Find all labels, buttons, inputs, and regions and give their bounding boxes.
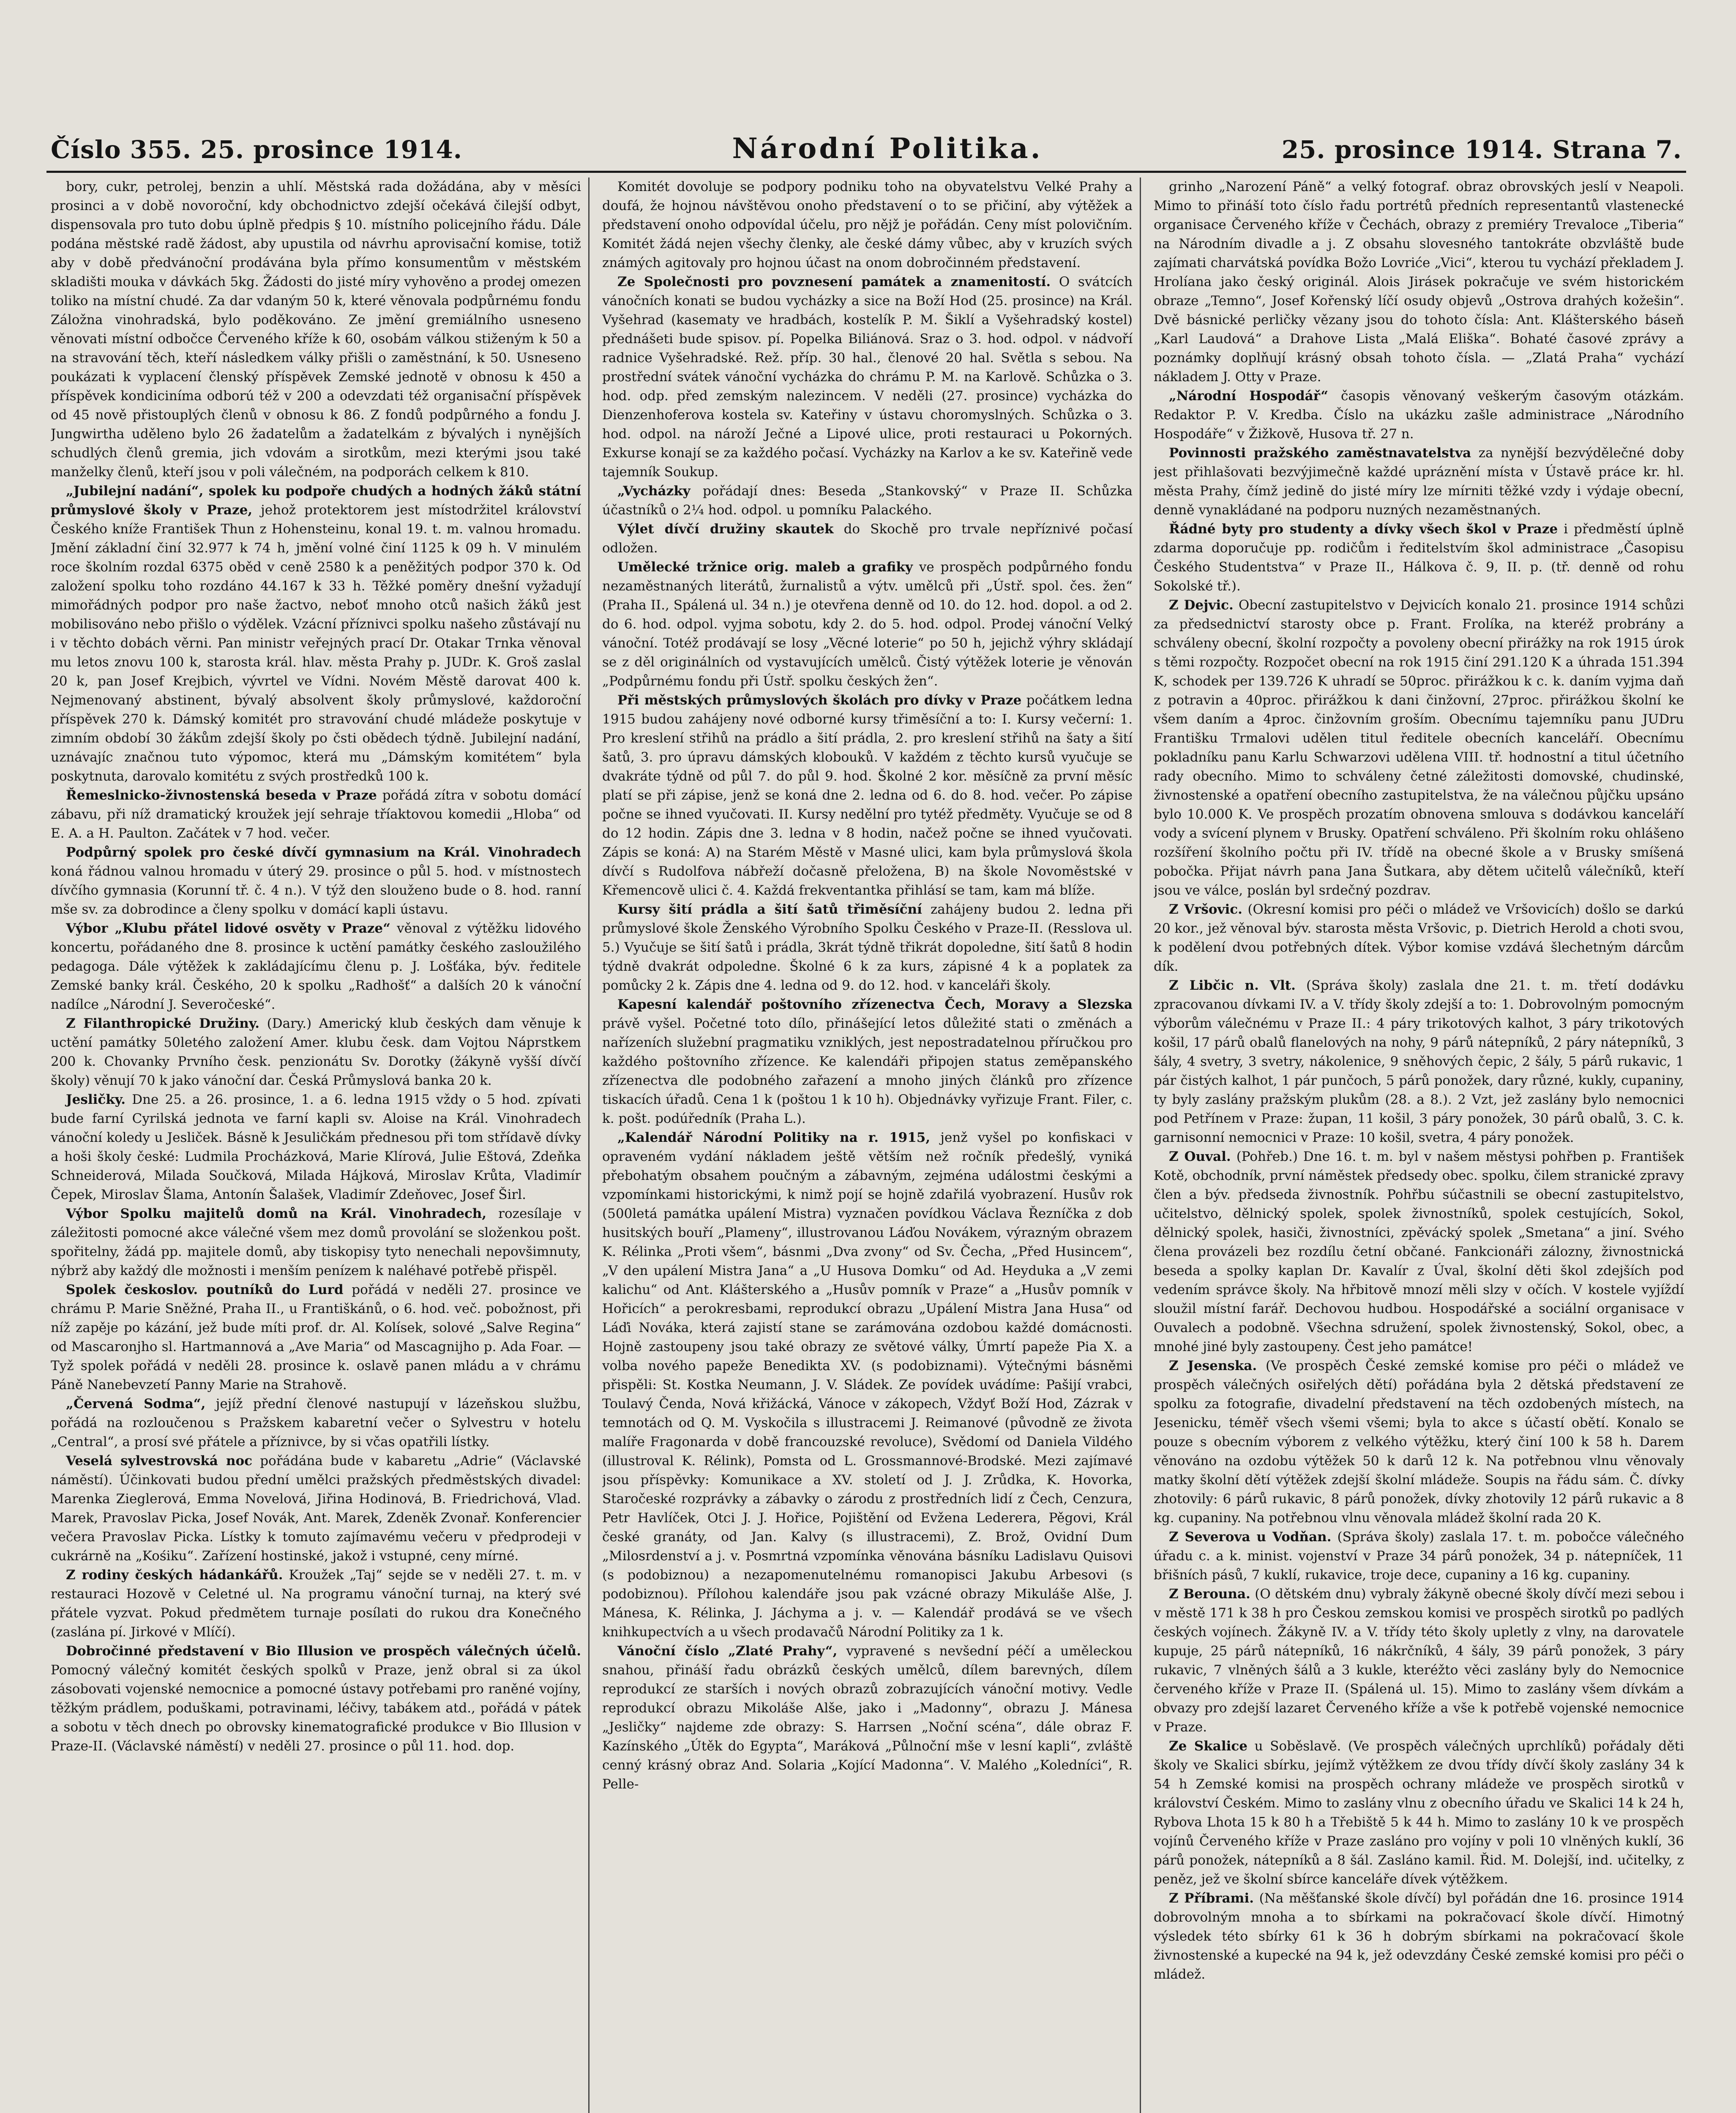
article-text: Obecní zastupitelstvo v Dejvicích konalo 21. prosince 1914 schůzi za předsednictví starosty obce p. Frant. Frolíka, na kteréž probrány a schváleny obecní, školní rozpočty a povoleny obecní přirážky na rok 1915 úrok s těmi rozpočty. Rozpočet obecní na rok 1915 činí 291.120 K a úhrada 151.394 K, schodek per 139.726 K uhradí se 50proc. přirážkou k c. k. daním vyjma daň z potravin a 40proc. přirážkou k dani činžovní, 27proc. přirážkou školní ke všem daním a 4proc. činžovním groším. Obecnímu tajemníku panu JUDru Františku Trmalovi udělen titul ředitele obecních kanceláří. Obecnímu pokladníku panu Karlu Schwarzovi udělena VIII. tř. hodnostní a titul účetního rady obecního. Mimo to schváleny četné záležitosti domovské, chudinské, živnostenské a opatření obecního zastupitelstva, že na válečnou půjčku upsáno bylo 10.000 K. Ve prospěch prozatím obnovena smlouva s dodávkou kanceláří vody a svícení plynem v Brusky. Opatření schváleno. Při školním roku ohlášeno rozšíření školního počtu při IV. třídě na obecné škole a v Brusky smíšená pobočka. Přijat návrh pana Jana Šutkara, aby dětem učitelů válečníků, kteří jsou ve válce, poslán byl srdečný pozdrav. — [1154, 598, 1684, 898]
article-heading: Řemeslnicko-živnostenská beseda v Praze — [66, 788, 377, 803]
article-heading: Dobročinné představení v Bio Illusion ve prospěch válečných účelů. — [66, 1643, 581, 1659]
article-text: (Správa školy) zaslala 17. t. m. pobočce válečného úřadu c. a k. minist. vojenství v Praze 34 párů ponožek, 34 p. nátepníček, 11 břišních pásů, 7 kuklí, rukavice, troje dece, cupaniny a 16 kg. cupaniny. — [1154, 1529, 1684, 1583]
article — [51, 177, 581, 482]
article — [602, 1642, 1133, 1794]
article-text: počátkem ledna 1915 budou zahájeny nové odborné kursy třiměsíční a to: I. Kursy večerní: 1. Pro kreslení střihů na prádlo a šití prádla, 2. pro kreslení střihů na šaty a šití šatů, 3. pro úpravu dámských klobouků. V každém z těchto kursů vyučuje se dvakráte týdně od půl 7. do půl 9. hod. Školné 2 kor. měsíčně za první měsíc platí se při zápise, jenž se koná dne 2. ledna od 6. do 8. hod. večer. Po zápise počne se ihned vyučovati. II. Kursy nedělní pro tytéž předměty. Vyučuje se od 8 do 12 hodin. Zápis dne 3. ledna v 8 hodin, načež počne se ihned vyučovati. Zápis se koná: A) na Starém Městě v Masné ulici, kam byla průmyslová škola dívčí s Rudolfova nábřeží dočasně přeložena, B) na škole Novoměstské v Křemencově ulici č. 4. Každá frekventantka přihlásí se tam, kam má blíže. — [602, 693, 1133, 898]
article-heading: Z Příbrami. — [1169, 1891, 1254, 1906]
article — [1154, 444, 1684, 520]
article-heading: Z Berouna. — [1169, 1586, 1250, 1602]
article — [1154, 1889, 1684, 1984]
column-divider — [588, 177, 590, 2113]
article-heading: Řádné byty pro studenty a dívky všech škol v Praze — [1169, 521, 1558, 537]
article-heading: Z Libčic n. Vlt. — [1169, 978, 1296, 993]
article-heading: Vánoční číslo „Zlaté Prahy“, — [617, 1643, 838, 1659]
article — [51, 919, 581, 1014]
article — [1154, 1528, 1684, 1585]
article-text: (Ve prospěch České zemské komise pro péči o mládež ve prospěch válečných osiřelých dětí) pořádána byla 2 dětská představení ze spolku za fotografie, divadelní představení na těch ozdobených místech, na Jesenicku, téměř všech všemi všemi; byla to akce s účastí obětí. Konalo se pouze s obecním výborem z velkého výtěžku, který činí 100 k 58 h. Darem věnováno na ozdobu výtěžek 50 k darů 12 k. Na potřebnou vlnu věnovaly matky školní dětí výtěžek zdejší školní mládeže. Soupis na řádu sám. Č. dívky zhotovily: 6 párů rukavic, 8 párů ponožek, dívky zhotovily 12 párů rukavic a 8 kg. cupaniny. Na potřebnou vlnu věnovala mládež školní rada 20 K. — [1154, 1358, 1684, 1526]
article — [51, 1090, 581, 1204]
article — [1154, 1737, 1684, 1889]
article-heading: „Jubilejní nadání“, spolek ku podpoře chudých a hodných žáků státní průmyslové školy v Praze, — [51, 483, 581, 518]
article — [1154, 1147, 1684, 1357]
article-text: pořádána bude v kabaretu „Adrie“ (Václavské náměstí). Účinkovati budou přední umělci pražských předměstských divadel: Marenka Zieglerová, Emma Novelová, Jiřina Hodinová, B. Friedrichová, Vlad. Marek, Pravoslav Picka, Josef Novák, Ant. Marek, Zdeněk Zvonař. Konferencier večera Pravoslav Picka. Lístky k tomuto zajímavému večeru v předprodeji v cukrárně na „Kośiku“. Zařízení hostinské, jakož i vstupné, ceny mírné. — [51, 1453, 581, 1564]
article-heading: Z rodiny českých hádankářů. — [66, 1567, 283, 1583]
article-text: pořádá v neděli 27. prosince ve chrámu P. Marie Sněžné, Praha II., u Františkánů, o 6. hod. več. pobožnost, při níž zapěje po kázání, jež bude míti prof. dr. Al. Kolísek, solové „Salve Regina“ od Mascaronjho sl. Hartmannová a „Ave Maria“ od Mascagnijho p. Ada Foar. — Tyž spolek pořádá v neděli 28. prosince k. oslavě panen mládu a v chrámu Páně Nanebevzetí Panny Marie na Strahově. — [51, 1282, 581, 1392]
article — [51, 1566, 581, 1642]
article — [51, 1395, 581, 1452]
article — [602, 1128, 1133, 1642]
article — [602, 482, 1133, 520]
article — [1154, 900, 1684, 976]
article — [602, 900, 1133, 995]
article — [51, 786, 581, 843]
article-text: koná řádnou valnou hromadu v úterý 29. prosince o půl 5. hod. v místnostech dívčího gymnasia (Korunní tř. č. 4 n.). V týž den slouženo bude o 8. hod. ranní mše sv. za dobrodince a členy spolku v domácí kapli ústavu. — [51, 864, 581, 917]
article-heading: Ze Skalice — [1169, 1739, 1248, 1754]
article-text: jehož protektorem jest místodržitel království Českého kníže František Thun z Hohensteinu, konal 19. t. m. valnou hromadu. Jmění základní činí 32.977 k 74 h, jmění volné činí 1125 k 09 h. V minulém roce školním rozdal 6375 oběd v ceně 2580 k a peněžitých podpor 370 k. Od založení spolku toho rozdáno 44.167 k 33 h. Těžké poměry dnešní vyžadují mimořádných podpor pro naše žactvo, neboť mnoho otců našich žáků jest mobilisováno nebo přišlo o výdělek. Vzácní příznivci spolku našeho zůstávají nu i v těchto dobách věrni. Pan ministr veřejných prací Dr. Otakar Trnka věnoval mu letos znovu 100 k, starosta král. hlav. města Prahy p. JUDr. K. Groš zaslal 20 k, pan Josef Krejbich, vývrtel ve Vídni. Novém Městě darovat 400 k. Nejmenovaný abstinent, bývalý absolvent školy průmyslové, každoroční příspěvek 270 k. Dámský komitét pro stravování chudé mládeže poskytuje v zimním období 30 žákům zdejší školy po čsti obědech týdně. Jubilejní nadání, uznávajíc značnou tuto výpomoc, která mu „Dámským komitétem“ byla poskytnuta, darovalo komitétu z svých prostředků 100 k. — [51, 502, 581, 784]
article-heading: Z Severova u Vodňan. — [1169, 1529, 1332, 1545]
masthead — [51, 132, 1682, 174]
article — [51, 1204, 581, 1280]
article-heading: Z Vršovic. — [1169, 902, 1242, 917]
article-text: (Na měšťanské škole dívčí) byl pořádán dne 16. prosince 1914 dobrovolným mnoha a to sbírkami na pokračovací škole dívčí. Himotný výsledek této sbírky 61 k 36 h dobrým sbírkami na pokračovací škole živnostenské a kupecké na 94 k, jež odevzdány České zemské komisi pro péči o mládež. — [1154, 1891, 1684, 1982]
article-heading: Podpůrný spolek pro české dívčí gymnasium na Král. Vinohradech — [66, 845, 581, 860]
article-text: Pomocný válečný komitét českých spolků v Praze, jenž obral si za úkol zásobovati vojenské nemocnice a pomocné ústavy potřebami pro raněné vojíny, těžkým prádlem, poduškami, potravinami, léčivy, tabákem atd., pořádá v pátek a sobotu v těch dnech po obrovsky kinematografické produkce v Bio Illusion v Praze-II. (Václavské náměstí) v neděli 27. prosince o půl 11. hod. dop. — [51, 1663, 581, 1754]
article-text: O svátcích vánočních konati se budou vycházky a sice na Boží Hod (25. prosince) na Král. Vyšehrad (kasematy ve hradbách, kostelík P. M. Šiklí a Vyšehradský kostel) přednášeti bude spisov. pí. Popelka Biliánová. Sraz o 3. hod. odpol. v nádvoří radnice Vyšehradské. Rež. příp. 30 hal., členové 20 hal. Světla s sebou. Na prostřední svátek vánoční vycházka do chrámu P. M. na Karlově. Schůzka o 3. hod. odp. před zemským nalezincem. V neděli (27. prosince) vycházka do Dienzenhoferova kostela sv. Kateřiny v ústavu choromyslných. Schůzka o 3. hod. odpol. na nároží Ječné a Lipové ulice, proti restauraci u Pokorných. Exkurse konají se za každého počasí. Vycházky na Karlov a ke sv. Kateřině vede tajemník Soukup. — [602, 274, 1133, 480]
article-heading: Z Jesenska. — [1169, 1358, 1257, 1373]
article-text: bory, cukr, petrolej, benzin a uhlí. Městská rada dožádána, aby v měsíci prosinci a v době novoroční, kdy obchodnictvo zdejší očekává čilejší odbyt, dispensovala pro tuto dobu úplně předpis § 10. místního policejního řádu. Dále podána městské radě žádost, aby upustila od návrhu aprovisační komise, totiž aby v době předvánoční prodávána byla přímo konsumentům v městském skladišti mouka v dávkách 5kg. Žádosti do jisté míry vyhověno a prodej omezen toliko na místní chudé. Za dar vdaným 50 k, které věnovala podpůrnému fondu Záložna vinohradská, bylo poděkováno. Ze jmění gremiálního usneseno věnovati místní odbočce Červeného kříže k 60, osobám válkou stiženým k 50 a na stravování těch, kteří následkem války přišli o zaměstnání, k 50. Usneseno poukázati k vyplacení členský příspěvek Zemské jednotě v obnosu k 450 a příspěvek kondiciníma odború též v 200 a odevzdati též organisační příspěvek od 45 nově přistouplých členů v obnosu k 86. Z fondů podpůrného a fondu J. Jungwirtha uděleno bylo 26 žadatelům a žadatelkám z bývalých i nynějších schudlých členů gremia, jich vdovám a sirotkům, mezi kterými jsou také manželky členů, kteří jsou v poli válečném, na podporách celkem k 810. — [51, 179, 581, 480]
article-text: Komitét dovoluje se podpory podniku toho na obyvatelstvu Velké Prahy a doufá, že hojnou návštěvou onoho představení o to se přičiní, aby výtěžek a představení onoho odpovídal účelu, pro nějž je pořádán. Ceny míst polovičním. Komitét žádá nejen všechy členky, ale české dámy vůbec, aby v kruzích svých známých agitovaly pro hojnou účast na onom dobročinném představení. — [602, 179, 1133, 270]
article-heading: Z Dejvic. — [1169, 598, 1234, 613]
article — [51, 1642, 581, 1756]
column-divider — [1140, 177, 1141, 2113]
article-text: jenž vyšel po konfiskaci v opraveném vydání nákladem ještě větším než ročník předešlý, vyniká přebohatým obsahem poučným a zábavným, zejména událostmi českými a vzpomínkami historickými, k nimž pojí se hojně zdařilá vyobrazení. Husův rok (500letá památka upálení Mistra) vyznačen povídkou Václava Řezníčka z dob husitských bouří „Plameny“, illustrovanou Láďou Novákem, výrazným obrazem K. Rélinka „Proti všem“, básnmi „Dva zvony“ od Sv. Čecha, „Před Husincem“, „V den upálení Mistra Jana“ a „U Husova Domku“ od Ad. Heyduka a „V zemi kalichu“ od Ant. Klášterského a „Husův pomník v Praze“ a „Husův pomník v Hořicích“ a perokresbami, reprodukcí obrazu „Upálení Mistra Jana Husa“ od Láďi Nováka, která zajistí stane se zarámována ozdobou každé domácnosti. Hojně zastoupeny jsou také obrazy ze světové války, Úmrtí papeže Pia X. a volba nového papeže Benedikta XV. (s podobiznami). Výtečnými básněmi přispěli: St. Kostka Neumann, J. V. Sládek. Ze povídek uvádíme: Pašijí vrabci, Toulavý Čenda, Nová křižácká, Vánoce v zákopech, Vždyť Boží Hod, Zázrak v temnotách od Q. M. Vyskočila s illustracemi J. Reimanové (původně ze života malíře Fragonarda v době francouzské revoluce), Svědomí od Daniela Vildého (illustroval K. Rélink), Pomsta od L. Grossmannové-Brodské. Mezi zajímavé jsou příspěvky: Komunikace a XV. století od J. J. Zrůdka, K. Hovorka, Staročeské rozprávky a zábavky o zárodu z prostředních lidí z Čech, Cenzura, Petr Havlíček, Otci J. J. Hořice, Pojištění od Evžena Lederera, Pěgovi, Král české granáty, od Jan. Kalvy (s illustracemi), Z. Brož, Ovidní Dum „Milosrdenství a j. v. Posmrtná vzpomínka věnována básníku Ladislavu Quisovi (s podobiznou) a nezapomenutelnému romanopisci Jakubu Arbesovi (s podobiznou). Přílohou kalendáře jsou pak vzácné obrazy Mikuláše Alše, J. Mánesa, K. Rélinka, J. Jáchyma a j. v. — Kalendář prodává se ve všech knihkupectvích a u všech prodavačů Národní Politiky za 1 k. — [602, 1130, 1133, 1640]
newspaper-title: Národní Politika. — [732, 132, 1043, 165]
article — [1154, 976, 1684, 1147]
article — [51, 843, 581, 919]
article — [602, 273, 1133, 482]
article — [602, 177, 1133, 273]
article-text: grinho „Narození Páně“ a velký fotograf. obraz obrovských jeslí v Neapoli. Mimo to přináší toto číslo řadu portrétů předních representantů vlastenecké organisace Červeného kříže v Čechách, obrazy z premiéry Trevaloce „Tiberia“ na Národním divadle a j. Z obsahu slovesného tantokráte obzvláště bude zajímati charvátská povídka Božo Lovriće „Vici“, kterou tu vychází překladem J. Hrolíana jako český originál. Alois Jirásek pokračuje ve svém historickém obraze „Temno“, Josef Kořenský líčí osudy objevů „Ostrova drahých kožešin“. Dvě básnické perličky vězany jsou do tohoto čísla: Ant. Klášterského báseň „Karl Laudová“ a Drahove Lista „Malá Eliška“. Bohaté časové zprávy a poznámky doplňují krásný obsah tohoto čísla. — „Zlatá Praha“ vychází nákladem J. Otty v Praze. — [1154, 179, 1684, 385]
article-heading: „Národní Hospodář“ — [1169, 388, 1329, 404]
article — [602, 691, 1133, 900]
issue-number-date: Číslo 355. 25. prosince 1914. — [51, 135, 462, 164]
article-text: Kroužek „Taj“ sejde se v neděli 27. t. m. v restauraci Hozově v Celetné ul. Na programu vánoční turnaj, na který své přátele vyzvat. Pokud předmětem turnaje posílati do rukou dra Konečného (zaslána pí. Jirkové v Mlíčí). — [51, 1567, 581, 1640]
article-heading: „Červená Sodma“, — [66, 1396, 206, 1411]
article-heading: Ze Společnosti pro povznesení památek a znamenitostí. — [617, 274, 1051, 289]
article-text: za nynější bezvýdělečné doby jest přihlašovati bezvýjimečně každé upráznění místa v Ústavě práce kr. hl. města Prahy, čímž jedině do jisté míry lze mírniti těžké vzdy i výdaje obecní, denně vynakládané na podporu nuzných nezaměstnaných. — [1154, 445, 1684, 518]
article — [1154, 596, 1684, 900]
article-heading: Veselá sylvestrovská noc — [66, 1453, 253, 1469]
column-3 — [1154, 177, 1684, 2113]
article-heading: Z Filanthropické Družiny. — [66, 1016, 260, 1031]
article-heading: „Vycházky — [617, 483, 691, 499]
article-text: zahájeny budou 2. ledna při průmyslové škole Ženského Výrobního Spolku Českého v Praze-II. (Resslova ul. 5.) Vyučuje se šití šatů i prádla, 3krát týdně třikrát dopoledne, šití šatů 8 hodin týdně dvakrát odpoledne. Školné 6 k za kurs, zápisné 4 k a poplatek za pomůcky 2 k. Zápis dne 4. ledna od 9. do 12. hod. v kanceláři školy. — [602, 902, 1133, 993]
masthead-rule — [46, 171, 1686, 173]
article-text: (Pohřeb.) Dne 16. t. m. byl v našem městysi pohřben p. František Kotě, obchodník, první náměstek předsedy obec. spolku, čilem stranické zpravy člen a býv. předseda živnostník. Pohřbu súčastnili se obecní zastupitelstvo, učitelstvo, dělnický spolek, spolek živnostníků, spolek cestujících, Sokol, dělnický spolek, hasiči, živnostníci, zpěvácký spolek „Smetana“ a jiní. Svého člena provázeli bez rozdílu četní občané. Fankcionáři zálozny, živnostnická beseda a spolky kaplan Dr. Kavalír z Úval, školní děti škol zdejších pod vedením správce školy. Na hřbitově mnozí měli slzy v očích. V kostele vyjíždí sloužil místní farář. Dechovou hudbou. Hospodářské a sociální organisace v Ouvalech a podobně. Všechna sdružení, spolek živnostenský, Sokol, obec, a mnohé jiné byly zastoupeny. Čest jeho památce! — [1154, 1149, 1684, 1354]
article-heading: Povinnosti pražského zaměstnavatelstva — [1169, 445, 1471, 461]
article-text: ve prospěch podpůrného fondu nezaměstnaných literátů, žurnalistů a výtv. umělců při „Ústř. spol. čes. žen“ (Praha II., Spálená ul. 34 n.) je otevřena denně od 10. do 12. hod. dopol. a od 2. do 6. hod. odpol. vyjma sobotu, kdy 2. do 5. hod. odpol. Prodej vánoční Velký vánoční. Totéž prodávají se losy „Věcné loterie“ po 50 h, jejichž výhry skládají se z děl originálních od vystavujících umělců. Čistý výtěžek loterie je věnován „Podpůrnému fondu při Ústř. spolku českých žen“. — [602, 560, 1133, 689]
article-text: pořádá zítra v sobotu domácí zábavu, při níž dramatický kroužek její sehraje tříaktovou komedii „Hloba“ od E. A. a H. Paulton. Začátek v 7 hod. večer. — [51, 788, 581, 841]
article-heading: Umělecké tržnice orig. maleb a grafiky — [617, 560, 913, 575]
article-text: do Skochě pro trvale nepříznivé počasí odložen. — [602, 521, 1133, 556]
article-text: rozesílaje v záležitosti pomocné akce válečné všem mez domů provolání se složenkou pošt. spořitelny, žádá pp. majitele domů, aby tiskopisy tyto nenechali nepovšimnuty, nýbrž aby každý dle možnosti i menším penízem k naléhavé potřebě přispěl. — [51, 1206, 581, 1278]
date-and-page-number: 25. prosince 1914. Strana 7. — [1281, 135, 1682, 164]
article-heading: Spolek českoslov. poutníků do Lurd — [66, 1282, 344, 1297]
article — [602, 995, 1133, 1128]
article-text: časopis věnovaný veškerým časovým otázkám. Redaktor P. V. Kredba. Číslo na ukázku zašle administrace „Národního Hospodáře“ v Žižkově, Husova tř. 27 n. — [1154, 388, 1684, 442]
article-text: pořádají dnes: Beseda „Stankovský“ v Praze II. Schůzka účastníků o 2¼ hod. odpol. u pomníku Palackého. — [602, 483, 1133, 518]
article-text: (Dary.) Americký klub českých dam věnuje k uctění památky 50letého založení Amer. klubu česk. dam Vojtou Náprstkem 200 k. Chovanky Prvního česk. penzionátu Sv. Dorotky (žákyně vyšší dívčí školy) věnují 70 k jako vánoční dar. Česká Průmyslová banka 20 k. — [51, 1016, 581, 1088]
article-heading: Výbor Spolku majitelů domů na Král. Vinohradech, — [66, 1206, 487, 1221]
article-text: (Okresní komisi pro péči o mládež ve Vršovicích) došlo se darkú 20 kor., jež věnoval býv. starosta města Vršovic, p. Dietrich Herold a choti svou, k podělení dvou potřebných dítek. Výbor komise vzdává šlechetným dárcům dík. — [1154, 902, 1684, 974]
article — [51, 1452, 581, 1566]
column-2 — [602, 177, 1133, 2113]
article — [1154, 177, 1684, 387]
article-heading: Při městských průmyslových školách pro dívky v Praze — [617, 693, 1022, 708]
article — [1154, 387, 1684, 444]
article — [1154, 1585, 1684, 1737]
article-text: věnoval z výtěžku lidového koncertu, pořádaného dne 8. prosince k uctění památky českého zasloužilého pedagoga. Dále výtěžek k zakládajícímu členu p. J. Lošťáka, býv. ředitele Zemské banky král. Českého, 20 k spolku „Radhošť“ a dalších 20 k vánoční nadílce „Národní J. Severočeské“. — [51, 921, 581, 1012]
article-text: právě vyšel. Početné toto dílo, přinášející letos důležité stati o změnách a nařízeních služební pragmatiku vzniklých, jest nepostradatelnou příručkou pro každého poštovního zřízence. Ke kalendáři připojen status zeměpanského zřízenectva dle podobného zařazení a mnoho jiných článků pro zřízence tiskacích úřadů. Cena 1 k (poštou 1 k 10 h). Objednávky vyřizuje Frant. Filer, c. k. pošt. podúředník (Praha L.). — [602, 1016, 1133, 1126]
article-heading: Kursy šití prádla a šití šatů třiměsíční — [617, 902, 922, 917]
article — [1154, 1357, 1684, 1528]
article-text: u Soběslavě. (Ve prospěch válečných uprchlíků) pořádaly děti školy ve Skalici sbírku, jejímž výtěžkem ze dvou třídy dívčí školy zaslány 34 k 54 h Zemské komisi na prospěch ochrany mládeže ve prospěch sirotků v království Českém. Mimo to zaslány vlnu z obecního úřadu ve Skalici 14 k 24 h, Rybova Lhota 15 k 80 h a Třebiště 5 k 44 h. Mimo to zaslány 10 k ve prospěch vojínů Červeného kříže v Praze zasláno pro vojíny v poli 10 vlněných kuklí, 36 párů ponožek, nátepníků a 8 šál. Zasláno kamil. Řid. M. Dolejší, ind. učitelky, z peněz, jež ve školní sbírce kanceláře dívek výtěžkem. — [1154, 1739, 1684, 1887]
article-text: Dne 25. a 26. prosince, 1. a 6. ledna 1915 vždy o 5 hod. zpívati bude farní Cyrilská jednota ve farní kapli sv. Aloise na Král. Vinohradech vánoční koledy u Jesliček. Básně k Jesuličkám přednesou při tom střídavě dívky a hoši školy české: Ludmila Procházková, Marie Klírová, Julie Eštová, Zdeňka Schneiderová, Milada Součková, Milada Hájková, Miroslav Krůta, Vladimír Čepek, Miroslav Šlama, Antonín Šalašek, Vladimír Zdeňovec, Josef Širl. — [51, 1092, 581, 1202]
article — [1154, 520, 1684, 596]
article-text: i předměstí úplně zdarma doporučuje pp. rodičům i ředitelstvím škol administrace „Časopisu Českého Studentstva“ v Praze II., Hálkova č. 9, II. p. (tř. denně od rohu Sokolské tř.). — [1154, 521, 1684, 594]
article — [51, 1280, 581, 1395]
column-1 — [51, 177, 581, 2113]
article-heading: „Kalendář Národní Politiky na r. 1915, — [617, 1130, 931, 1145]
article — [51, 482, 581, 786]
article — [602, 558, 1133, 691]
article-text: (O dětském dnu) vybraly žákyně obecné školy dívčí mezi sebou i v městě 171 k 38 h pro Českou zemskou komisi ve prospěch sirotků po padlých českých vojínech. Žákyně IV. a V. třídy této školy upletly z vlny, na darovatele kupuje, 25 párů nátepníků, 16 nákrčníků, 4 šály, 39 párů ponožek, 3 páry rukavic, 7 vlněných šálů a 3 kukle, kteréžto věci zaslány byly do Nemocnice červeného kříže v Praze II. (Spálená ul. 15). Mimo to zaslány všem dívkám a obvazy pro zdejší lazaret Červeného kříže a vše k potřebě vojenské nemocnice v Praze. — [1154, 1586, 1684, 1735]
article — [51, 1014, 581, 1090]
article-heading: Kapesní kalendář poštovního zřízenectva Čech, Moravy a Slezska — [617, 997, 1133, 1012]
article — [602, 520, 1133, 558]
article-heading: Z Ouval. — [1169, 1149, 1231, 1164]
article-text: (Správa školy) zaslala dne 21. t. m. třetí dodávku zpracovanou dívkami IV. a V. třídy školy zdejší a to: 1. Dobrovolným pomocným výborům válečnému v Praze II.: 4 páry trikotových kalhot, 3 páry trikotových košil, 17 párů obalů flanelových na nohy, 9 párů nátepníků, 2 páry nátepníků, 3 šály, 4 svetry, 3 svetry, nákolenice, 9 sněhových čepic, 2 šály, 5 párů rukavic, 1 pár čistých kalhot, 1 pár punčoch, 5 párů ponožek, dary různé, kukly, cupaniny, ty byly zaslány pražským plukům (28. a 8.). 2 Vzt, jež zaslány bylo nemocnici pod Petřínem v Praze: župan, 11 košil, 3 páry ponožek, 30 párů obalů, 3. C. k. garnisonní nemocnici v Praze: 10 košil, svetra, 4 páry ponožek. — [1154, 978, 1684, 1145]
article-text: vypravené s nevšední péčí a uměleckou snahou, přináší řadu obrázků českých umělců, dílem barevných, dílem reprodukcí ze starších i nových obrazů zobrazujících vánoční motivy. Vedle reprodukcí obrazu Mikoláše Alše, jako i „Madonny“, obrazu J. Mánesa „Jesličky“ najdeme zde obrazy: S. Harrsen „Noční scéna“, dále obraz F. Kazínského „Útěk do Egypta“, Maráková „Půlnoční mše v lesní kapli“, zvláště cenný krásný obraz And. Solaria „Kojící Madonna“. V. Malého „Koledníci“, R. Pelle- — [602, 1643, 1133, 1792]
article-text: jejíž přední členové nastupují v lázeňskou službu, pořádá na rozloučenou s Pražskem kabaretní večer o Sylvestru v hotelu „Central“, a prosí své přátele a příznivce, by si včas opatřili lístky. — [51, 1396, 581, 1450]
article-heading: Výlet dívčí družiny skautek — [617, 521, 834, 537]
article-heading: Jesličky. — [66, 1092, 126, 1107]
article-heading: Výbor „Klubu přátel lidové osvěty v Praze“ — [66, 921, 390, 936]
